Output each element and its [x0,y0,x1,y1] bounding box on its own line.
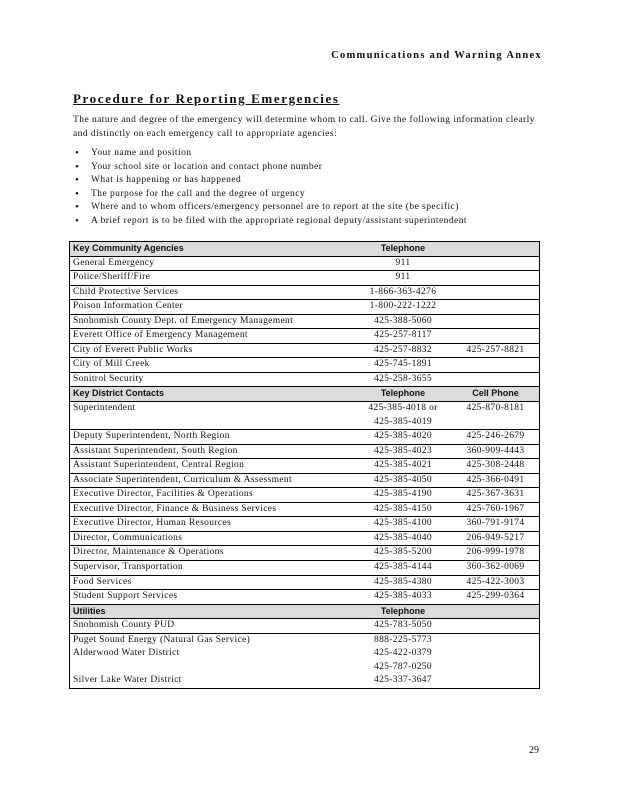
contact-cell-phone: 206-949-5217 [452,531,540,546]
contact-name: Executive Director, Human Resources [70,517,355,532]
table-row [70,343,540,358]
list-item: • The purpose for the call and the degree of urgency [73,188,467,202]
contact-cell-phone [452,329,540,344]
contact-name: City of Everett Public Works [70,343,355,358]
table-row [70,358,540,373]
table-row [70,531,540,546]
contact-phone: 425-385-4021 [354,459,452,474]
contact-cell-phone [452,256,540,271]
contact-name: Student Support Services [70,590,355,605]
reporting-checklist [73,147,467,229]
contact-cell-phone: 425-299-0364 [452,590,540,605]
table-row-continuation [70,416,540,430]
contacts-table-body [70,242,540,689]
contact-phone-alternate: 425-787-0250 [373,661,433,672]
contact-cell-phone [452,314,540,329]
contact-phone: 425-388-5060 [354,314,452,329]
contact-cell-phone: 206-999-1978 [452,546,540,561]
contact-cell-phone [452,358,540,373]
contact-cell-phone [452,633,540,647]
table-row [70,285,540,300]
list-item: • Your name and position [73,147,467,161]
contact-phone: 425-783-5050 [354,619,452,634]
contact-cell-phone [452,372,540,387]
contact-phone: 1-800-222-1222 [354,300,452,315]
contact-phone: 425-257-8117 [354,329,452,344]
contact-name: Puget Sound Energy (Natural Gas Service) [73,634,251,645]
contact-name: Superintendent [73,403,136,414]
contact-name: Everett Office of Emergency Management [70,329,355,344]
contact-phone: 425-385-4023 [354,444,452,459]
table-row [70,517,540,532]
contact-name: Assistant Superintendent, Central Region [70,459,355,474]
utilities-cell-heading [452,604,540,619]
contact-phone: 425-337-3647 [373,675,433,686]
community-phone-heading: Telephone [354,242,452,257]
contact-phone: 425-385-4380 [354,575,452,590]
contact-cell-phone: 425-367-3631 [452,488,540,503]
contact-phone: 911 [354,256,452,271]
contact-cell-phone [452,285,540,300]
contact-phone: 425-385-4050 [354,473,452,488]
contact-cell-phone: 425-308-2448 [452,459,540,474]
contact-cell-phone: 425-366-0491 [452,473,540,488]
contact-name: Food Services [70,575,355,590]
table-row [70,473,540,488]
table-row-continuation [70,661,540,675]
utilities-heading-row [70,604,540,619]
contact-name: Silver Lake Water District [73,675,182,686]
district-heading: Key District Contacts [70,387,355,402]
contact-phone: 425-385-4040 [354,531,452,546]
contact-phone: 888-225-5773 [373,634,433,645]
contact-phone: 425-745-1891 [354,358,452,373]
contact-name: Director, Communications [70,531,355,546]
contact-cell-empty [452,416,540,430]
page-number: 29 [529,745,539,756]
district-heading-row [70,387,540,402]
contact-name: Snohomish County Dept. of Emergency Management [70,314,355,329]
list-item: • Your school site or location and contact phone number [73,161,467,175]
contact-phone-alternate: 425-385-4019 [354,416,452,430]
contact-name: Child Protective Services [70,285,355,300]
table-row [70,459,540,474]
table-row [70,647,540,661]
contact-cell-phone: 425-870-8181 [466,403,525,414]
table-row [70,488,540,503]
contact-phone: 425-385-5200 [354,546,452,561]
table-row [70,372,540,387]
contact-cell-phone: 425-257-8821 [452,343,540,358]
contact-phone: 425-422-0379 [373,648,433,659]
community-heading: Key Community Agencies [70,242,355,257]
contact-phone: 425-385-4150 [354,502,452,517]
contact-phone: 425-385-4100 [354,517,452,532]
contact-name: Alderwood Water District [73,648,180,659]
table-row [70,561,540,576]
contact-phone: 911 [354,271,452,286]
contact-cell-phone: 425-760-1967 [452,502,540,517]
contact-name: Police/Sheriff/Fire [70,271,355,286]
table-row [70,430,540,445]
table-row [70,502,540,517]
contact-cell-phone [452,619,540,634]
contact-name: Snohomish County PUD [70,619,355,634]
list-item: • What is happening or has happened [73,174,467,188]
contact-cell-phone [452,271,540,286]
contact-name: Assistant Superintendent, South Region [70,444,355,459]
contact-phone: 425-257-8832 [354,343,452,358]
table-row [70,590,540,605]
list-item: • A brief report is to be filed with the appropriate regional deputy/assistant superintendent [73,215,467,229]
table-row [70,674,540,688]
contact-cell-phone [452,674,540,688]
contact-cell-phone: 425-422-3003 [452,575,540,590]
contact-cell-phone: 360-791-9174 [452,517,540,532]
running-header: Communications and Warning Annex [331,50,542,61]
district-phone-heading: Telephone [354,387,452,402]
contact-phone: 425-385-4020 [354,430,452,445]
contact-phone: 425-385-4144 [354,561,452,576]
table-row [70,633,540,647]
list-item: • Where and to whom officers/emergency personnel are to report at the site (be specific) [73,201,467,215]
table-row [70,256,540,271]
utilities-heading: Utilities [70,604,355,619]
contact-phone: 1-866-363-4276 [354,285,452,300]
contact-cell-empty [452,661,540,675]
section-title: Procedure for Reporting Emergencies [73,91,340,106]
district-cell-heading: Cell Phone [452,387,540,402]
contact-cell-phone [452,300,540,315]
table-row [70,546,540,561]
contact-name: General Emergency [70,256,355,271]
contact-name: Executive Director, Facilities & Operations [70,488,355,503]
contact-cell-phone: 360-909-4443 [452,444,540,459]
contact-phone: 425-385-4033 [354,590,452,605]
contact-name: Sonitrol Security [70,372,355,387]
contact-phone: 425-258-3655 [354,372,452,387]
contact-name-empty [70,416,355,430]
contact-phone: 425-385-4018 or [368,403,438,414]
table-row [70,329,540,344]
contact-name: Executive Director, Finance & Business Services [70,502,355,517]
contact-name: Poison Information Center [70,300,355,315]
table-row [70,314,540,329]
utilities-phone-heading: Telephone [354,604,452,619]
contact-cell-phone [452,647,540,661]
table-row [70,619,540,634]
community-heading-row [70,242,540,257]
intro-paragraph: The nature and degree of the emergency will determine whom to call. Give the following information clearly and distinctly on each emergency call to appropriate agencies: [73,115,535,139]
contact-name: Deputy Superintendent, North Region [70,430,355,445]
table-row [70,575,540,590]
contact-cell-phone: 360-362-0069 [452,561,540,576]
table-row [70,402,540,416]
contact-name-empty [70,661,355,675]
contact-name: Supervisor, Transportation [70,561,355,576]
contact-name: City of Mill Creek [70,358,355,373]
contact-name: Director, Maintenance & Operations [70,546,355,561]
table-row [70,271,540,286]
table-row [70,444,540,459]
community-cell-heading [452,242,540,257]
contacts-table [69,241,540,689]
table-row [70,300,540,315]
contact-name: Associate Superintendent, Curriculum & Assessment [70,473,355,488]
contact-phone: 425-385-4190 [354,488,452,503]
contact-cell-phone: 425-246-2679 [452,430,540,445]
